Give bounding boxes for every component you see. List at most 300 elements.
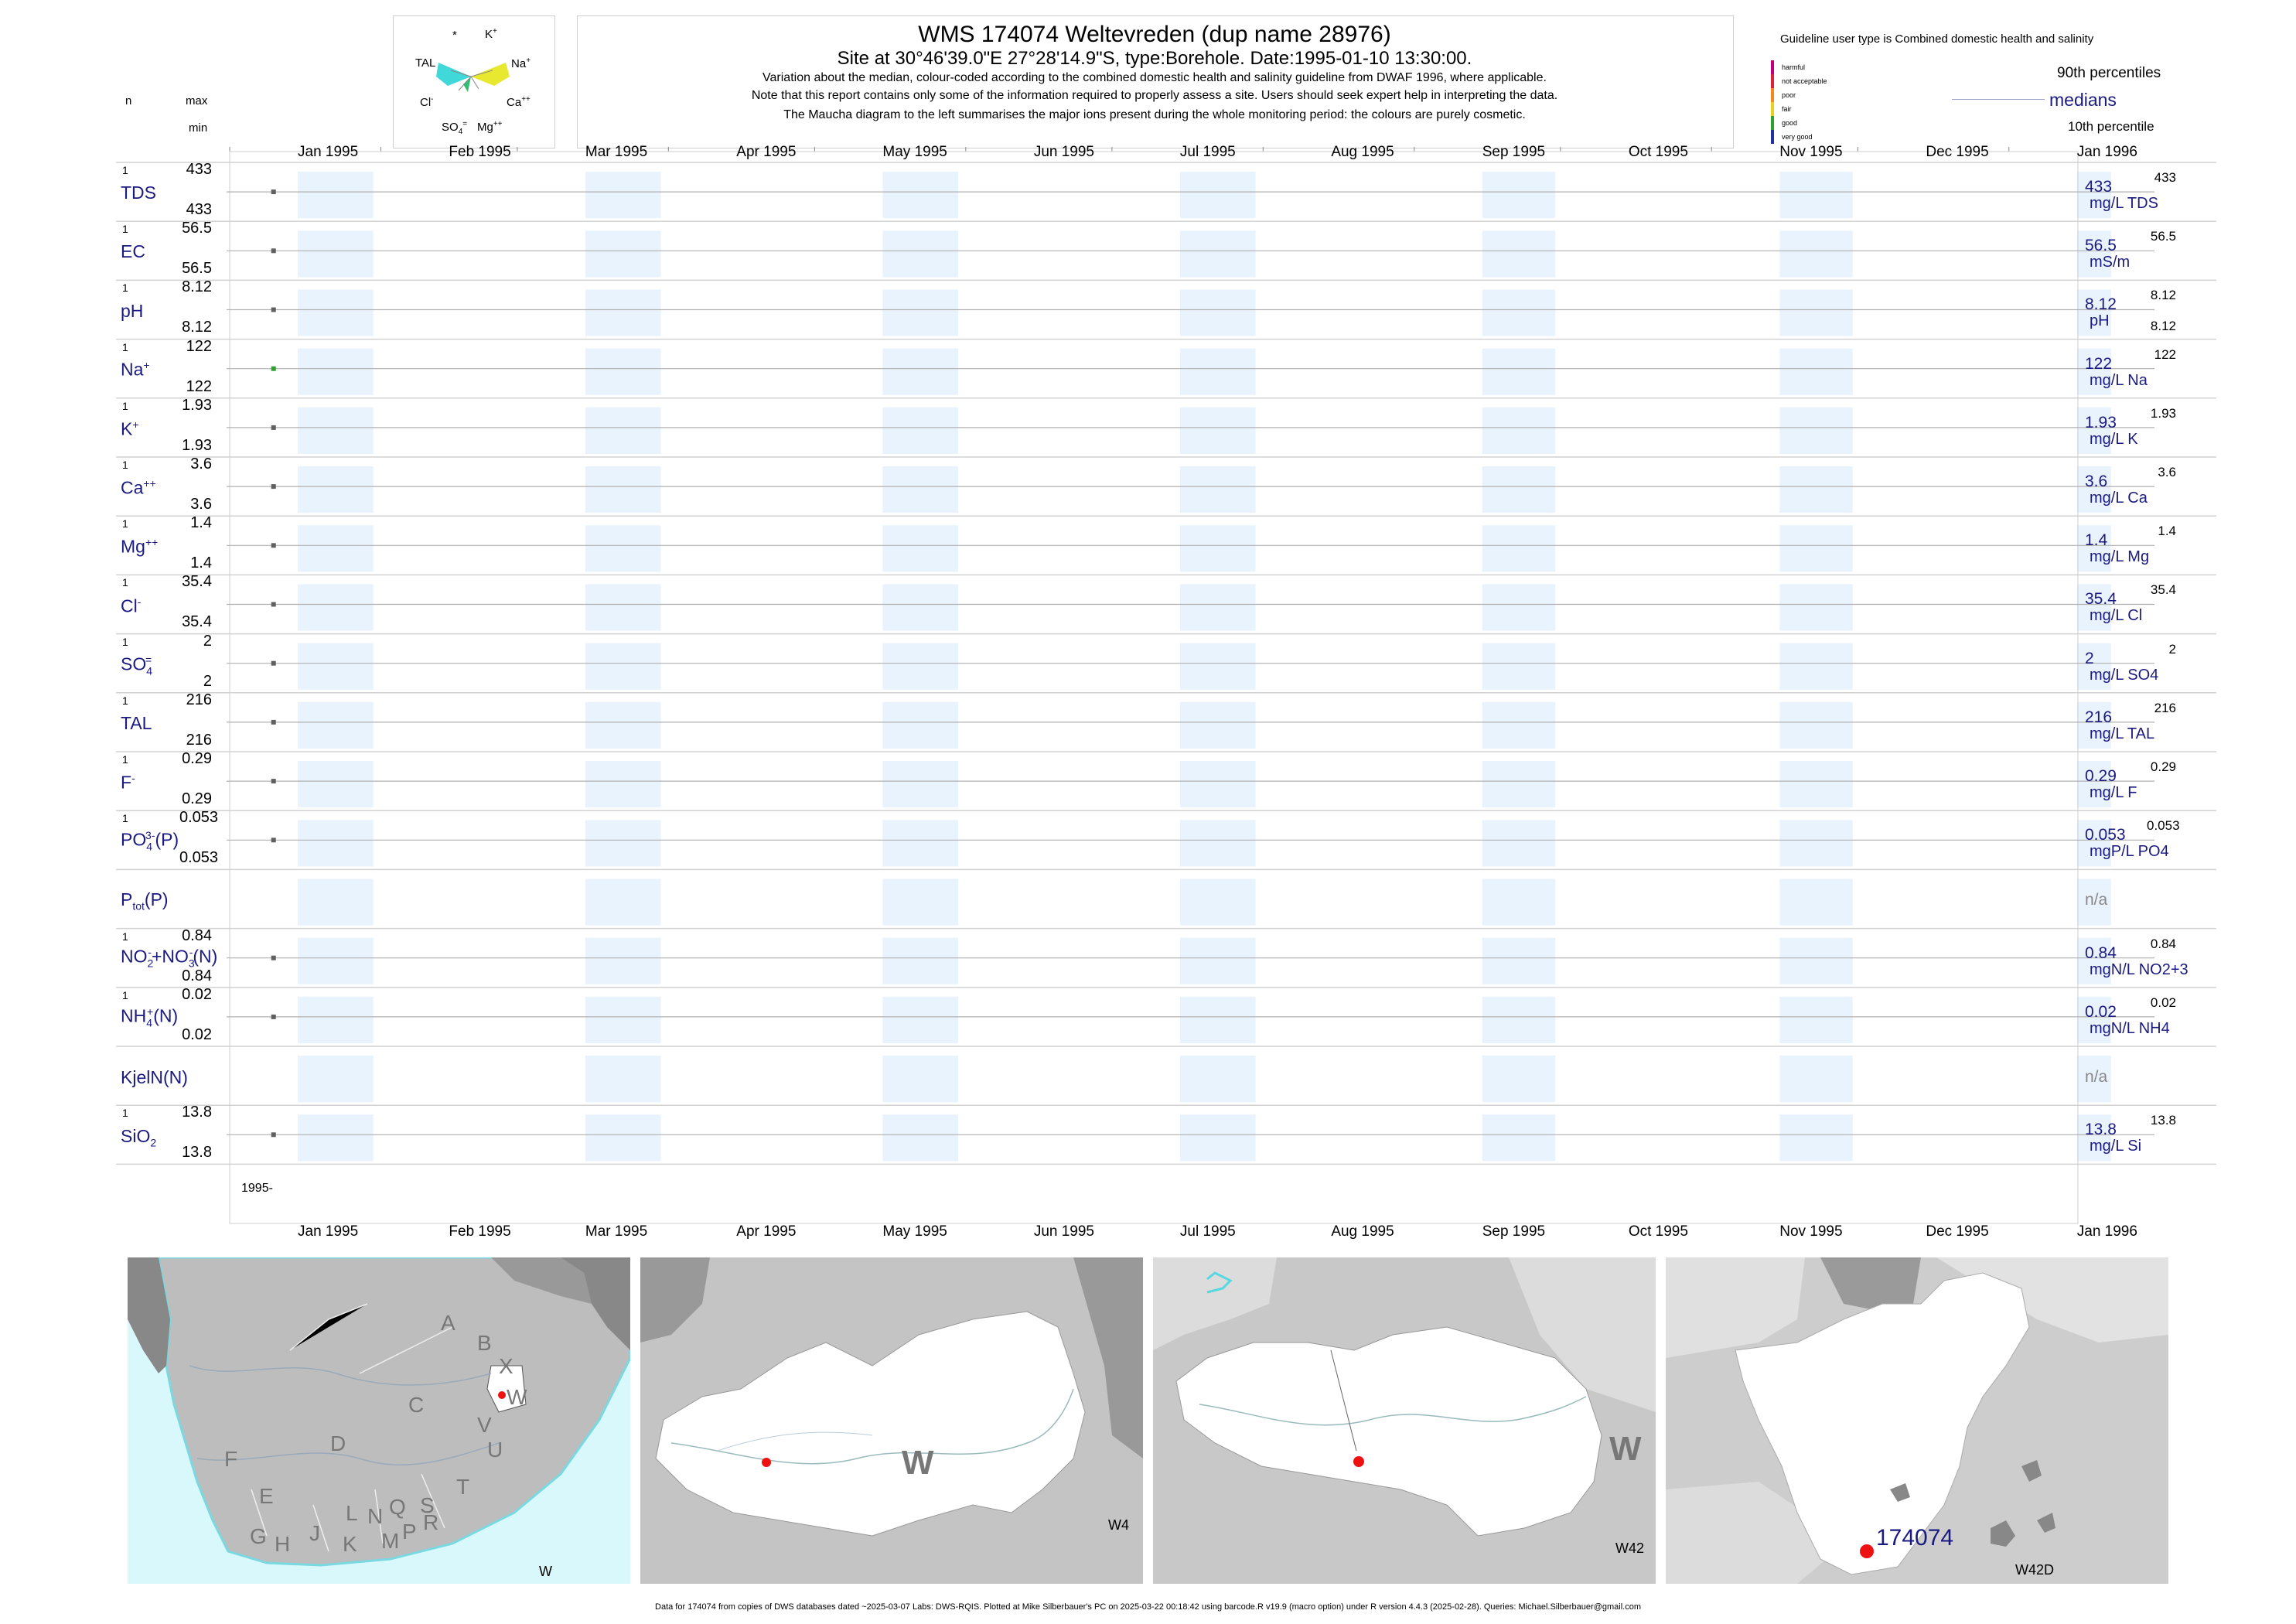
month-label: May 1995	[882, 144, 947, 160]
data-point-7	[271, 602, 276, 607]
maucha-label-tal: TAL	[415, 56, 436, 70]
row-max: 1.93	[182, 396, 212, 414]
month-band	[1482, 289, 1556, 336]
maucha-label-na: Na+	[511, 56, 531, 70]
data-point-6	[271, 543, 276, 548]
data-point-4	[271, 425, 276, 430]
site-marker-4	[1860, 1544, 1874, 1558]
report-title: WMS 174074 Weltevreden (dup name 28976)	[918, 22, 1391, 47]
month-band	[882, 349, 958, 395]
month-band	[882, 702, 958, 749]
row-min: 1.4	[190, 554, 212, 572]
row-max: 8.12	[182, 278, 212, 296]
param-na: Na+	[121, 359, 150, 380]
month-band	[1779, 525, 1853, 571]
data-point-9	[271, 720, 276, 725]
row-n: 1	[122, 812, 128, 825]
row-min: 1.93	[182, 436, 212, 454]
month-band	[1482, 230, 1556, 277]
month-band	[1779, 1114, 1853, 1161]
month-band	[1779, 938, 1853, 984]
month-band	[1779, 408, 1853, 454]
month-label: Feb 1995	[449, 1223, 511, 1240]
month-band	[1779, 643, 1853, 690]
row-n: 1	[122, 753, 128, 766]
row-median-na: n/a	[2085, 891, 2108, 909]
year-label: 1995-	[241, 1182, 273, 1195]
map-catchment-w42	[1153, 1257, 1656, 1584]
row-median: 0.053	[2085, 826, 2126, 844]
row-n: 1	[122, 459, 128, 471]
month-band	[1779, 1056, 1853, 1102]
month-label: Dec 1995	[1926, 1223, 1989, 1240]
map1-label-n: N	[367, 1504, 384, 1528]
data-point-14	[271, 1015, 276, 1019]
map1-label-j: J	[309, 1521, 320, 1545]
month-band	[1482, 938, 1556, 984]
month-label: Apr 1995	[736, 144, 797, 160]
month-label: Apr 1995	[736, 1223, 797, 1240]
row-unit: mg/L Na	[2090, 371, 2148, 389]
site-marker-1	[498, 1391, 506, 1399]
map1-label-l: L	[346, 1501, 358, 1525]
row-max: 1.4	[190, 514, 212, 532]
param-tal: TAL	[121, 713, 152, 733]
row-median: 8.12	[2085, 295, 2117, 314]
month-band	[585, 820, 661, 866]
month-band	[1779, 761, 1853, 807]
row-min: 433	[186, 201, 212, 218]
legend-harmful: harmful	[1782, 63, 1806, 71]
site-marker-3	[1353, 1456, 1364, 1467]
map1-label-x: X	[499, 1354, 513, 1378]
site-marker-2	[762, 1458, 771, 1467]
row-min: 2	[203, 672, 212, 690]
row-p10: 8.12	[2150, 319, 2176, 334]
month-label: Sep 1995	[1482, 1223, 1546, 1240]
row-unit: mgP/L PO4	[2090, 843, 2169, 861]
legend-p10: 10th percentile	[2068, 119, 2154, 134]
param-kjeln: KjelN(N)	[121, 1067, 188, 1087]
note-line-2: Note that this report contains only some of the information required to properly assess a site. Users should seek expert help in interpreting the data.	[751, 89, 1558, 102]
param-no2-no3: $NO_2^-+NO_3^-(N)$	[121, 946, 218, 970]
month-band	[585, 1114, 661, 1161]
row-max: 35.4	[182, 573, 212, 591]
month-band	[298, 643, 374, 690]
data-point-13	[271, 956, 276, 960]
legend-p90: 90th percentiles	[2057, 65, 2161, 81]
row-p90: 13.8	[2150, 1113, 2176, 1128]
month-band	[585, 349, 661, 395]
note-line-3: The Maucha diagram to the left summarises the major ions present during the whole monitoring period: the colours are purely cosmetic.	[783, 108, 1526, 121]
month-label: Sep 1995	[1482, 144, 1546, 160]
month-label: Jan 1996	[2076, 144, 2137, 160]
legend-very-good: very good	[1782, 133, 1813, 141]
map4-caption: W42D	[2015, 1562, 2055, 1578]
row-unit: mg/L Si	[2090, 1138, 2142, 1155]
map1-label-q: Q	[389, 1495, 406, 1519]
map4-site-label: 174074	[1876, 1525, 1954, 1551]
row-p90: 56.5	[2150, 229, 2176, 244]
row-p90: 35.4	[2150, 582, 2176, 598]
month-band	[1180, 466, 1256, 513]
map1-label-v: V	[477, 1413, 492, 1437]
map1-label-p: P	[402, 1520, 417, 1544]
month-band	[1180, 408, 1256, 454]
month-band	[882, 230, 958, 277]
month-band	[1180, 879, 1256, 925]
month-band	[1779, 820, 1853, 866]
month-band	[1482, 172, 1556, 218]
month-band	[298, 349, 374, 395]
row-n: 1	[122, 281, 128, 295]
data-point-0	[271, 189, 276, 194]
month-band	[585, 938, 661, 984]
map1-label-m: M	[381, 1529, 400, 1553]
row-unit: mg/L K	[2090, 430, 2138, 448]
param-nh4: $NH_4^+(N)$	[121, 1005, 179, 1029]
month-band	[1482, 702, 1556, 749]
param-f: F-	[121, 772, 135, 793]
row-median: 122	[2085, 354, 2113, 373]
row-median: 35.4	[2085, 590, 2117, 609]
data-point-16	[271, 1132, 276, 1137]
param-ptot: $P_{tot}(P)$	[121, 889, 169, 913]
month-band	[1180, 289, 1256, 336]
legend-not-acceptable: not acceptable	[1782, 77, 1827, 85]
row-median: 1.4	[2085, 531, 2108, 550]
row-unit: mg/L Cl	[2090, 607, 2143, 625]
row-median: 0.29	[2085, 767, 2117, 785]
maucha-label-cl: Cl-	[420, 95, 434, 109]
month-band	[298, 584, 374, 630]
month-band	[1779, 349, 1853, 395]
month-band	[1482, 643, 1556, 690]
row-p90: 3.6	[2158, 465, 2176, 479]
row-median: 56.5	[2085, 237, 2117, 255]
month-band	[1482, 879, 1556, 925]
map1-label-c: C	[408, 1393, 425, 1417]
data-point-11	[271, 838, 276, 842]
month-band	[298, 938, 374, 984]
map1-label-h: H	[275, 1532, 291, 1556]
month-band	[1779, 584, 1853, 630]
row-median: 3.6	[2085, 473, 2108, 490]
row-n: 1	[122, 930, 128, 943]
month-band	[585, 761, 661, 807]
month-band	[1180, 938, 1256, 984]
map-catchment-w	[640, 1257, 1143, 1584]
row-max: 433	[186, 161, 212, 178]
month-label: Jan 1995	[298, 144, 359, 160]
month-label: Jan 1995	[298, 1223, 359, 1240]
data-point-5	[271, 484, 276, 489]
map2-caption: W4	[1108, 1517, 1129, 1533]
row-p90: 122	[2154, 346, 2176, 362]
row-min: 0.84	[182, 967, 212, 984]
month-band	[1482, 525, 1556, 571]
row-max: 122	[186, 337, 212, 355]
month-label: Jul 1995	[1179, 1223, 1236, 1240]
row-n: 1	[122, 399, 128, 412]
month-band	[298, 408, 374, 454]
month-band	[298, 525, 374, 571]
row-min: 0.29	[182, 790, 212, 807]
row-n: 1	[122, 223, 128, 236]
month-band	[298, 820, 374, 866]
site-subtitle: Site at 30°46'39.0"E 27°28'14.9"S, type:Borehole. Date:1995-01-10 13:30:00.	[837, 48, 1472, 69]
row-min: 56.5	[182, 260, 212, 278]
month-band	[882, 1056, 958, 1102]
map1-label-e: E	[259, 1484, 274, 1508]
month-label: Jun 1995	[1033, 144, 1094, 160]
map1-label-w: W	[507, 1385, 527, 1409]
map1-label-u: U	[487, 1438, 503, 1462]
row-max: 0.29	[182, 750, 212, 767]
month-band	[298, 230, 374, 277]
row-unit: mg/L F	[2090, 784, 2137, 801]
maucha-label-star: *	[452, 29, 457, 42]
month-label: Dec 1995	[1926, 144, 1989, 160]
map1-label-s: S	[420, 1493, 435, 1517]
row-unit: mgN/L NH4	[2090, 1019, 2170, 1037]
row-unit: pH	[2090, 312, 2110, 330]
month-band	[1180, 997, 1256, 1043]
month-band	[585, 643, 661, 690]
row-unit: mg/L Ca	[2090, 490, 2148, 507]
row-max: 13.8	[182, 1104, 212, 1121]
map-southern-africa	[128, 1257, 630, 1584]
param-sio2: SiO$_2$	[121, 1126, 157, 1149]
month-label: Oct 1995	[1628, 1223, 1688, 1240]
min-header: min	[189, 121, 208, 135]
month-label: May 1995	[882, 1223, 947, 1240]
month-band	[585, 172, 661, 218]
row-p90: 216	[2154, 700, 2176, 715]
row-max: 2	[203, 632, 212, 650]
row-min: 122	[186, 377, 212, 395]
map1-label-k: K	[343, 1532, 357, 1556]
month-band	[1180, 584, 1256, 630]
row-max: 0.053	[179, 809, 219, 827]
row-median: 0.02	[2085, 1002, 2117, 1021]
month-band	[585, 997, 661, 1043]
month-band	[1779, 997, 1853, 1043]
map-catchment-w42d	[1666, 1257, 2168, 1584]
row-n: 1	[122, 517, 128, 531]
row-n: 1	[122, 694, 128, 707]
row-unit: mg/L TDS	[2090, 195, 2158, 212]
row-n: 1	[122, 988, 128, 1001]
month-label: Jul 1995	[1179, 144, 1236, 160]
row-p90: 0.84	[2150, 936, 2176, 951]
month-band	[1482, 761, 1556, 807]
month-band	[882, 408, 958, 454]
param-mg: Mg++	[121, 536, 159, 557]
row-n: 1	[122, 340, 128, 353]
map3-caption: W42	[1615, 1540, 1645, 1556]
month-label: Aug 1995	[1331, 1223, 1394, 1240]
month-band	[1779, 702, 1853, 749]
month-band	[585, 289, 661, 336]
month-band	[298, 761, 374, 807]
data-point-10	[271, 779, 276, 783]
month-band	[882, 997, 958, 1043]
map1-caption: W	[539, 1564, 552, 1579]
map1-label-d: D	[330, 1431, 346, 1455]
row-median-na: n/a	[2085, 1068, 2108, 1086]
row-min: 13.8	[182, 1144, 212, 1162]
month-band	[298, 879, 374, 925]
row-p90: 0.02	[2150, 995, 2176, 1010]
row-n: 1	[122, 635, 128, 648]
row-unit: mg/L Mg	[2090, 548, 2150, 566]
month-band	[1779, 466, 1853, 513]
month-band	[882, 643, 958, 690]
row-median: 13.8	[2085, 1121, 2117, 1139]
month-band	[882, 879, 958, 925]
maucha-label-k: K+	[485, 27, 497, 41]
month-label: Jun 1995	[1033, 1223, 1094, 1240]
month-band	[1180, 349, 1256, 395]
maucha-label-mg: Mg++	[477, 120, 503, 134]
month-band	[298, 172, 374, 218]
n-header: n	[125, 94, 132, 107]
row-min: 8.12	[182, 319, 212, 336]
month-band	[1779, 172, 1853, 218]
row-max: 0.84	[182, 926, 212, 944]
row-median: 2	[2085, 649, 2094, 667]
row-median: 216	[2085, 708, 2113, 726]
row-p90: 433	[2154, 170, 2176, 185]
row-min: 35.4	[182, 613, 212, 631]
month-band	[1180, 1056, 1256, 1102]
param-ec: EC	[121, 241, 145, 261]
param-cl: Cl-	[121, 595, 142, 616]
month-band	[585, 702, 661, 749]
row-p90: 0.29	[2150, 759, 2176, 774]
param-ca: Ca++	[121, 477, 156, 498]
month-band	[1482, 1114, 1556, 1161]
month-band	[1180, 1114, 1256, 1161]
row-min: 0.053	[179, 849, 219, 867]
note-line-1: Variation about the median, colour-coded according to the combined domestic health and salinity guideline from DWAF 1996, where applicable.	[762, 71, 1547, 84]
legend-poor: poor	[1782, 91, 1796, 99]
month-band	[882, 172, 958, 218]
data-point-2	[271, 308, 276, 312]
row-max: 216	[186, 691, 212, 708]
month-band	[585, 230, 661, 277]
month-band	[1779, 289, 1853, 336]
month-label: Jan 1996	[2076, 1223, 2137, 1240]
max-header: max	[186, 94, 208, 107]
row-unit: mg/L SO4	[2090, 666, 2159, 684]
month-band	[882, 466, 958, 513]
map2-big-label: W	[902, 1444, 934, 1482]
month-label: Oct 1995	[1628, 144, 1688, 160]
month-band	[585, 879, 661, 925]
row-min: 3.6	[190, 496, 212, 513]
data-point-3	[271, 367, 276, 371]
row-unit: mS/m	[2090, 254, 2131, 271]
month-band	[1482, 349, 1556, 395]
row-max: 3.6	[190, 455, 212, 473]
month-band	[585, 466, 661, 513]
param-po4: $PO_4^{3-}(P)$	[121, 829, 179, 853]
row-unit: mgN/L NO2+3	[2090, 960, 2189, 978]
month-band	[1180, 643, 1256, 690]
row-median: 433	[2085, 178, 2113, 196]
month-band	[1180, 172, 1256, 218]
map1-label-t: T	[456, 1475, 470, 1499]
month-band	[1482, 466, 1556, 513]
month-band	[1482, 997, 1556, 1043]
data-point-1	[271, 248, 276, 253]
month-band	[1180, 820, 1256, 866]
month-band	[1180, 230, 1256, 277]
map1-label-f: F	[224, 1447, 238, 1471]
map1-label-g: G	[250, 1524, 267, 1548]
row-n: 1	[122, 164, 128, 176]
month-band	[1180, 761, 1256, 807]
month-label: Feb 1995	[449, 144, 511, 160]
month-band	[585, 408, 661, 454]
legend-medians: medians	[2049, 90, 2117, 110]
month-band	[882, 584, 958, 630]
guideline-title: Guideline user type is Combined domestic health and salinity	[1780, 32, 2094, 46]
row-p90: 2	[2168, 641, 2176, 657]
month-band	[298, 466, 374, 513]
month-band	[1779, 879, 1853, 925]
param-tds: TDS	[121, 183, 156, 203]
month-band	[585, 1056, 661, 1102]
row-max: 56.5	[182, 220, 212, 237]
month-band	[298, 997, 374, 1043]
month-band	[298, 289, 374, 336]
param-k: K+	[121, 418, 139, 439]
month-band	[882, 289, 958, 336]
row-n: 1	[122, 576, 128, 589]
month-band	[298, 1114, 374, 1161]
month-label: Aug 1995	[1331, 144, 1394, 160]
row-min: 216	[186, 731, 212, 749]
maucha-label-so4: $SO_4^=$	[442, 120, 468, 136]
row-median: 0.84	[2085, 943, 2117, 962]
month-band	[1779, 230, 1853, 277]
map1-label-b: B	[477, 1331, 492, 1355]
month-band	[585, 525, 661, 571]
month-band	[882, 525, 958, 571]
month-label: Mar 1995	[585, 1223, 648, 1240]
month-band	[882, 761, 958, 807]
row-p90: 0.053	[2147, 818, 2180, 834]
month-band	[298, 702, 374, 749]
row-min: 0.02	[182, 1025, 212, 1043]
month-band	[1482, 820, 1556, 866]
month-band	[882, 820, 958, 866]
row-p90: 8.12	[2150, 288, 2176, 303]
row-unit: mg/L TAL	[2090, 725, 2155, 742]
month-band	[585, 584, 661, 630]
param-so4: $SO_4^=$	[121, 653, 153, 677]
param-ph: pH	[121, 301, 144, 321]
month-label: Nov 1995	[1779, 144, 1843, 160]
map1-label-r: R	[423, 1510, 439, 1534]
data-point-8	[271, 661, 276, 666]
month-band	[1180, 702, 1256, 749]
row-p90: 1.4	[2158, 524, 2176, 539]
month-band	[1482, 1056, 1556, 1102]
